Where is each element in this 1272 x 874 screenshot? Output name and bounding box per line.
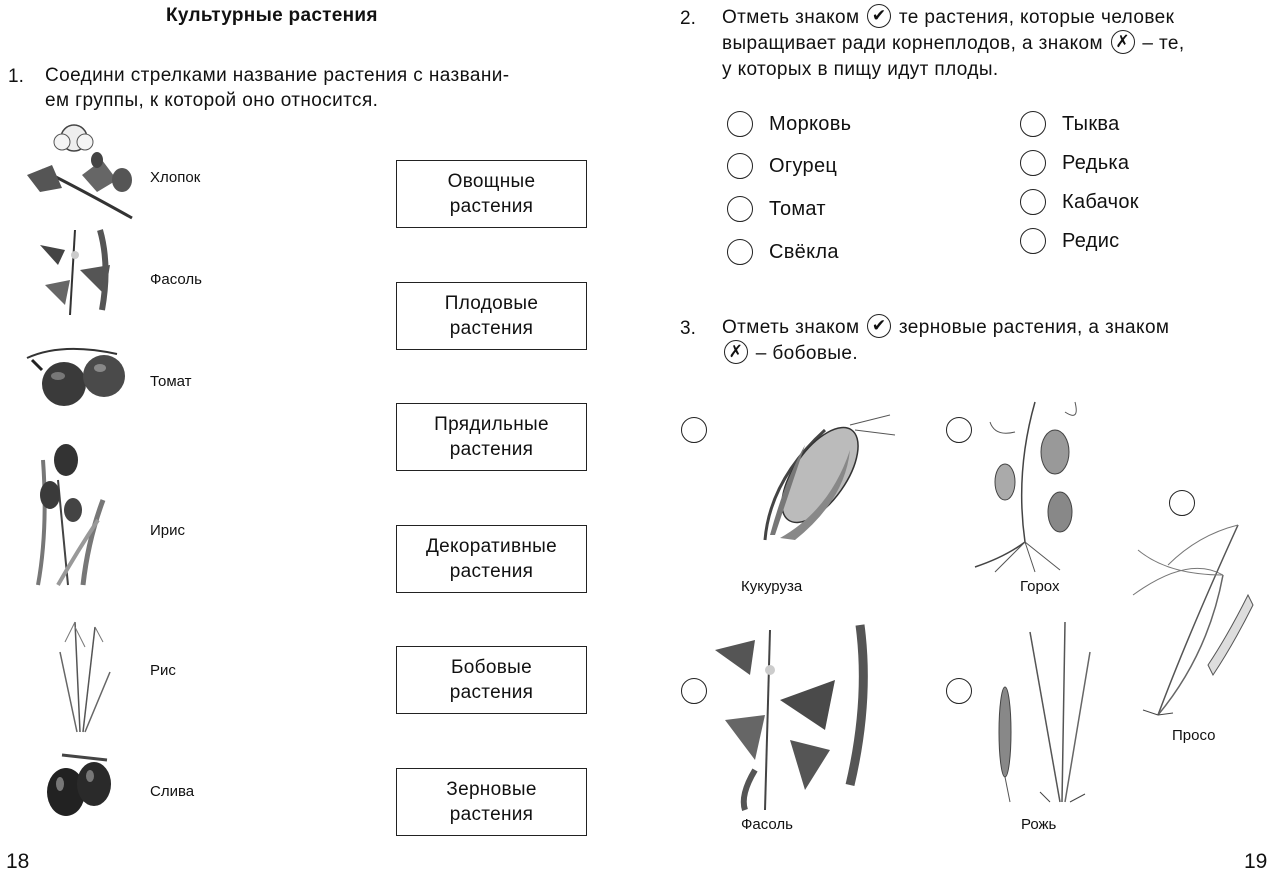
rice-illustration [55, 612, 115, 737]
plant-label-bean: Фасоль [150, 271, 202, 288]
group-box-fiber[interactable] [396, 403, 587, 471]
page-number-left: 18 [6, 850, 30, 873]
plant-label-plum: Слива [150, 783, 195, 800]
task2-number: 2. [680, 8, 696, 29]
option-label-tomato: Томат [769, 198, 826, 220]
option-circle-radish[interactable] [1020, 228, 1046, 254]
iris-illustration [28, 440, 108, 590]
plum-illustration [42, 750, 117, 820]
group-label-line2: растения [449, 196, 534, 217]
group-label-line1: Прядильные [434, 414, 549, 435]
page-number-right: 19 [1244, 850, 1268, 873]
option-circle-millet[interactable] [1169, 490, 1195, 516]
task1-number: 1. [8, 66, 24, 87]
group-box-vegetable[interactable] [396, 160, 587, 228]
task2-line2 [722, 31, 1267, 56]
task2-line1 [722, 5, 1267, 30]
grain-label-bean: Фасоль [741, 816, 793, 833]
pea-illustration [965, 392, 1095, 577]
option-label-radish: Редис [1062, 230, 1120, 252]
option-circle-bean[interactable] [681, 678, 707, 704]
task1-text-line2: ем группы, к которой оно относится. [45, 90, 379, 111]
option-circle-rye[interactable] [946, 678, 972, 704]
option-circle-pumpkin[interactable] [1020, 111, 1046, 137]
group-label-line1: Бобовые [451, 657, 532, 678]
grain-label-rye: Рожь [1021, 816, 1057, 833]
tomato-illustration [22, 340, 132, 410]
corn-illustration [750, 400, 900, 545]
task2-line2-b: – те, [1142, 33, 1185, 54]
task2-line1-b: те растения, которые человек [898, 7, 1175, 28]
group-label-line1: Плодовые [444, 293, 539, 314]
option-circle-cucumber[interactable] [727, 153, 753, 179]
group-box-decorative[interactable] [396, 525, 587, 593]
task3-line1-a: Отметь знаком [722, 317, 860, 338]
millet-illustration [1128, 515, 1268, 720]
cotton-illustration [22, 120, 137, 220]
bean-plant-illustration [710, 620, 875, 815]
task3-line2-b: – бобовые. [755, 343, 859, 364]
option-label-cucumber: Огурец [769, 155, 838, 177]
task2-line1-a: Отметь знаком [722, 7, 860, 28]
task3-line2 [722, 341, 858, 366]
grain-label-millet: Просо [1172, 727, 1216, 744]
task2-line2-a: выращивает ради корнеплодов, а знаком [722, 33, 1103, 54]
option-circle-tomato[interactable] [727, 196, 753, 222]
option-circle-beet[interactable] [727, 239, 753, 265]
group-label-line1: Зерновые [446, 779, 537, 800]
group-label-line2: растения [449, 439, 534, 460]
task2-line3: у которых в пищу идут плоды. [722, 59, 999, 80]
cross-mark-icon: ✗ [1111, 30, 1135, 54]
option-circle-black-radish[interactable] [1020, 150, 1046, 176]
plant-label-tomato: Томат [150, 373, 192, 390]
group-label-line1: Овощные [447, 171, 536, 192]
option-circle-carrot[interactable] [727, 111, 753, 137]
option-label-beet: Свёкла [769, 241, 839, 263]
rye-illustration [990, 612, 1110, 807]
task3-line1 [722, 315, 1267, 340]
group-label-line1: Декоративные [426, 536, 557, 557]
check-mark-icon: ✔ [867, 4, 891, 28]
option-circle-zucchini[interactable] [1020, 189, 1046, 215]
group-box-legume[interactable] [396, 646, 587, 714]
group-label-line2: растения [449, 682, 534, 703]
grain-label-corn: Кукуруза [741, 578, 803, 595]
plant-label-cotton: Хлопок [150, 169, 201, 186]
group-label-line2: растения [449, 318, 534, 339]
task1-text-line1: Соедини стрелками название растения с названи- [45, 65, 510, 86]
task3-line1-b: зерновые растения, а знаком [898, 317, 1170, 338]
plant-label-iris: Ирис [150, 522, 186, 539]
grain-label-pea: Горох [1020, 578, 1060, 595]
group-box-fruit[interactable] [396, 282, 587, 350]
option-label-black-radish: Редька [1062, 152, 1130, 174]
option-label-carrot: Морковь [769, 113, 852, 135]
task3-number: 3. [680, 318, 696, 339]
page-title: Культурные растения [166, 5, 378, 26]
plant-label-rice: Рис [150, 662, 176, 679]
group-label-line2: растения [449, 804, 534, 825]
group-label-line2: растения [449, 561, 534, 582]
check-mark-icon: ✔ [867, 314, 891, 338]
option-label-zucchini: Кабачок [1062, 191, 1139, 213]
group-box-grain[interactable] [396, 768, 587, 836]
option-label-pumpkin: Тыква [1062, 113, 1120, 135]
bean-illustration [30, 225, 120, 320]
cross-mark-icon: ✗ [724, 340, 748, 364]
option-circle-corn[interactable] [681, 417, 707, 443]
